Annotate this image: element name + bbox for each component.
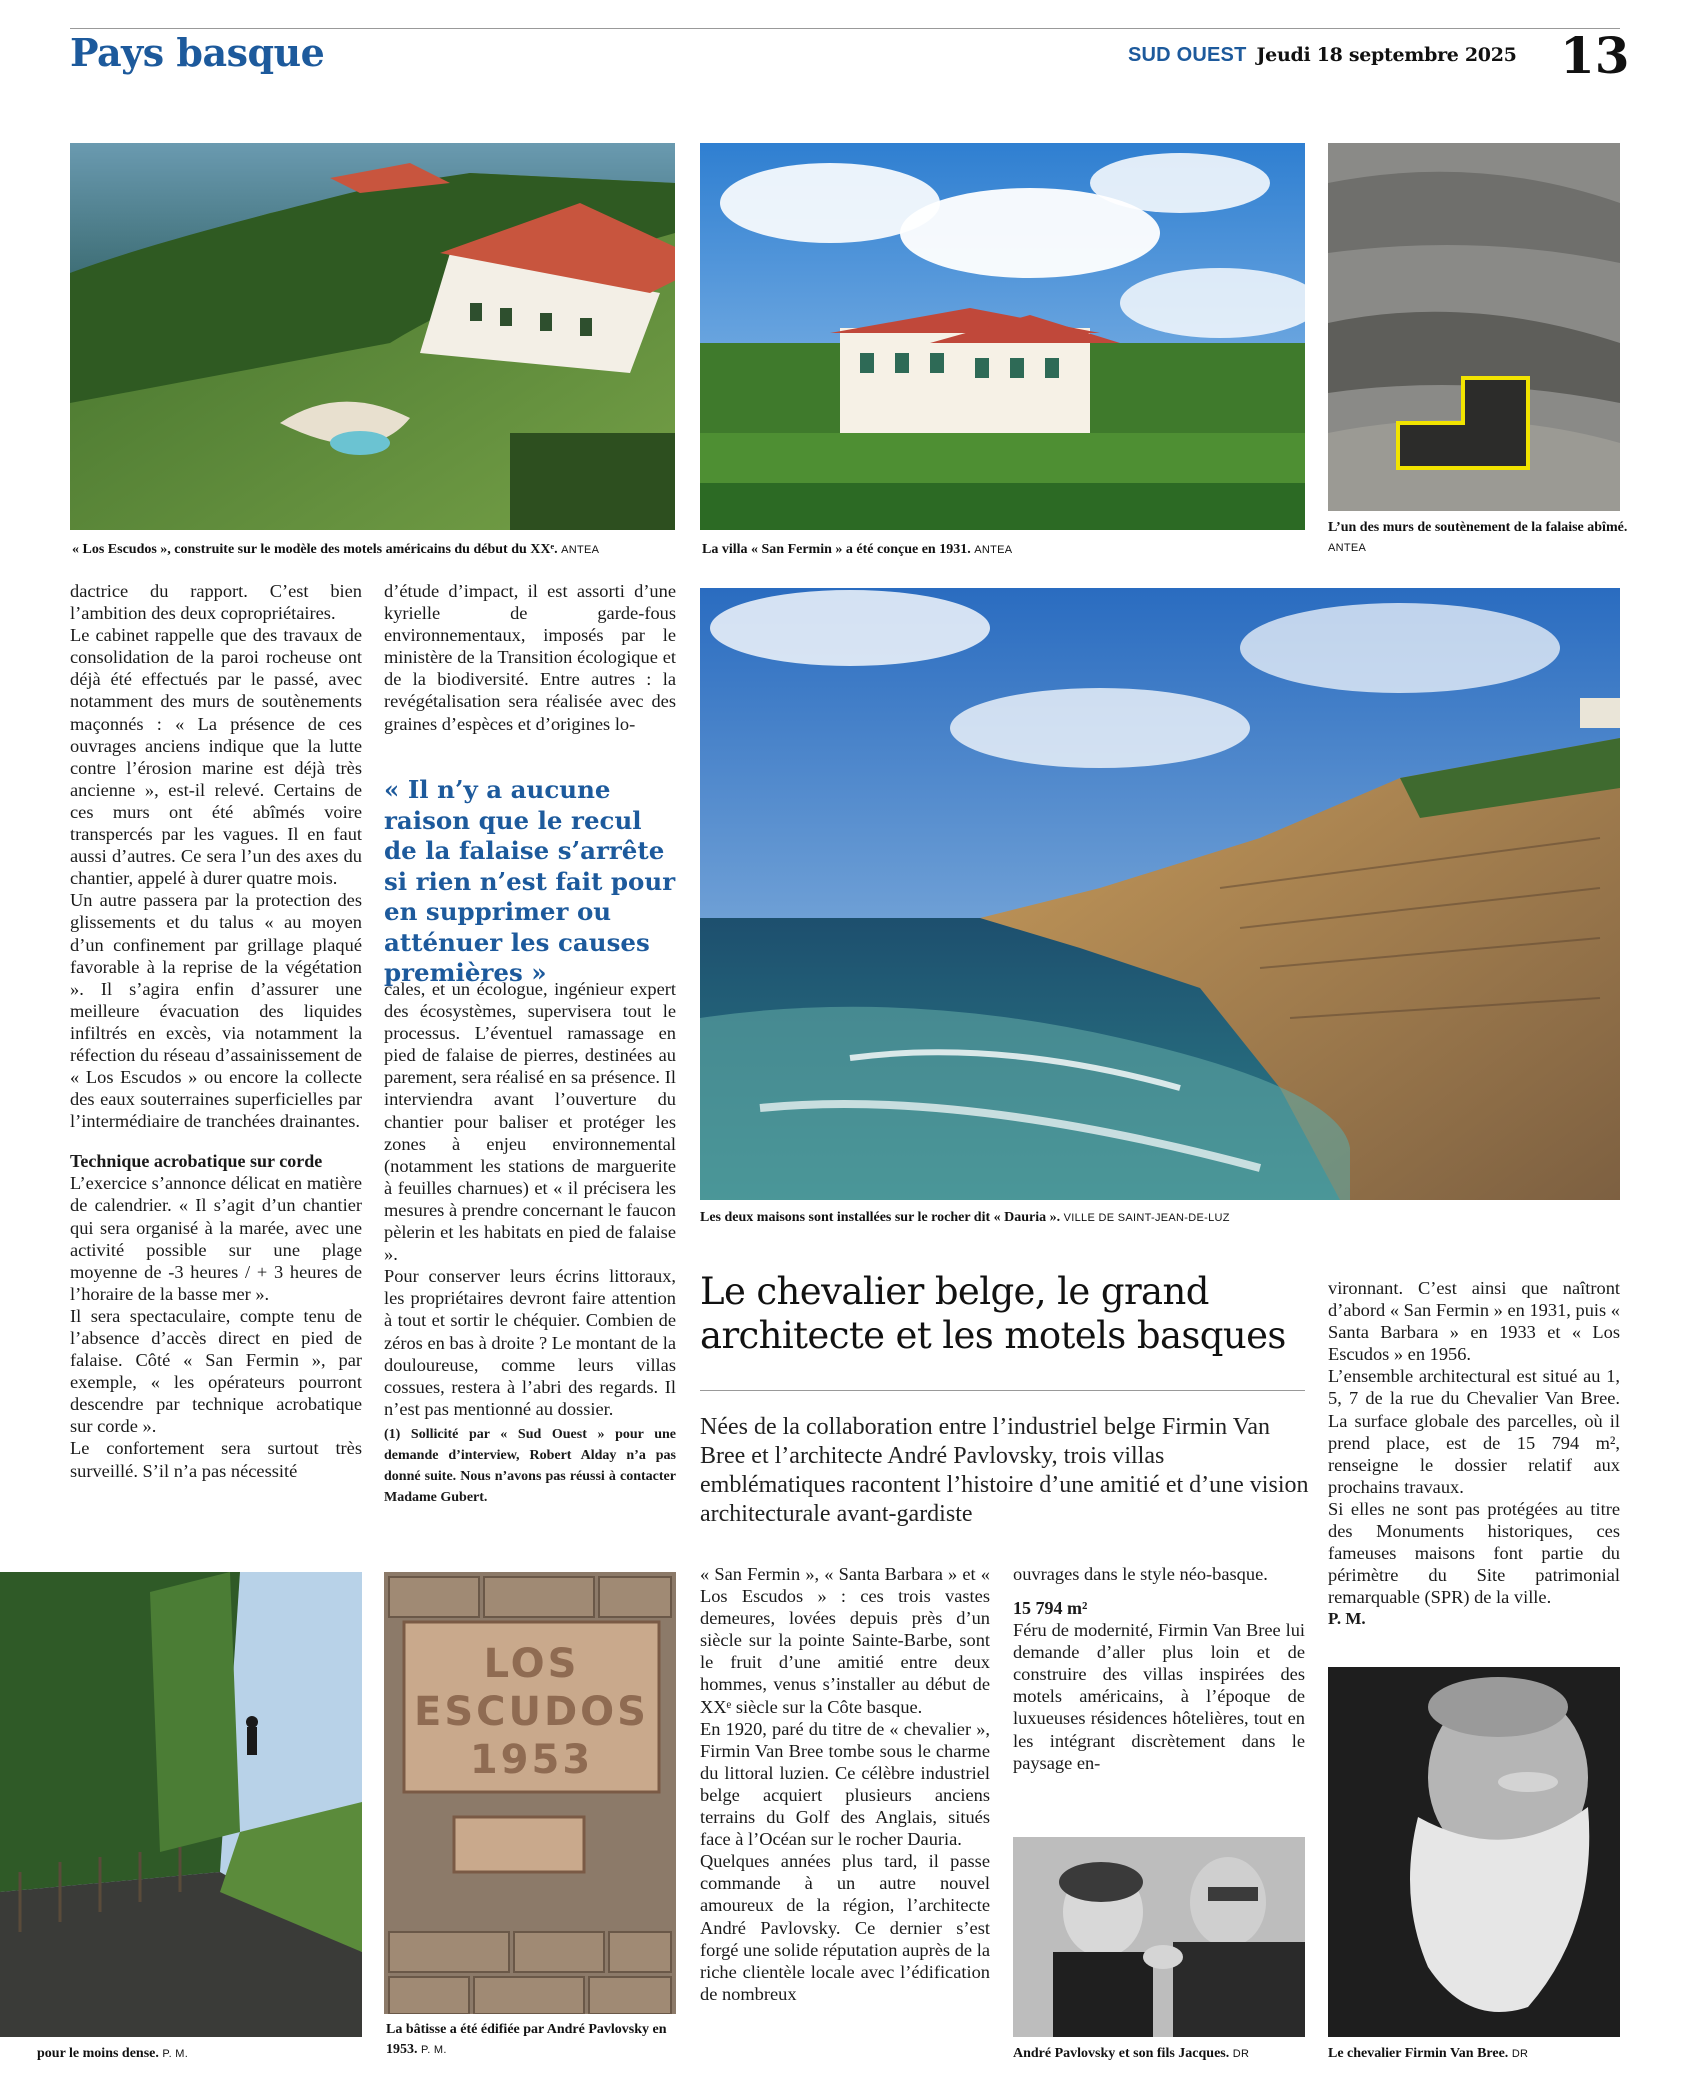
caption-van-bree bbox=[1328, 2045, 1628, 2063]
article2-colC-para-1: vironnant. C’est ainsi que naîtront d’abord « San Fermin » en 1931, puis « Santa Barbara » en 1933 et « Los Escudos » en 1956. bbox=[1328, 1278, 1620, 1365]
photo-los-escudos bbox=[70, 143, 675, 530]
article1-col1-para-2: Le cabinet rappelle que des travaux de consolidation de la paroi rocheuse ont déjà été effectués par le passé, avec notamment des murs de soutènements maçonnés : « La présence de ces ouvrages anciens indique que la lutte contre l’érosion marine est déjà très ancienne », est-il relevé. Certains de ces murs ont été abîmés voire transpercés par les vagues. Il en faut aussi d’autres. Ce sera l’un des axes du chantier, appelé à durer quatre mois. bbox=[70, 625, 362, 889]
article1-subhead: Technique acrobatique sur corde bbox=[70, 1151, 323, 1172]
article1-col1-para-3: Un autre passera par la protection des glissements et du talus « au moyen d’un confinement par grillage plaqué favorable à la reprise de la végétation ». Il s’agira enfin d’assurer une meilleure évacuation des liquides infiltrés en excès, via notamment la réfection du réseau d’assainissement de « Los Escudos » ou encore la collecte des eaux souterraines superficielles par l’intermédiaire de tranchées drainantes. bbox=[70, 890, 362, 1132]
article2-colC-para-2: L’ensemble architectural est situé au 1, 5, 7 de la rue du Chevalier Van Bree. La surface globale des parcelles, où il prend place, est de 15 794 m², renseigne le dossier relatif aux prochains travaux. bbox=[1328, 1366, 1620, 1497]
caption-wall-credit: ANTEA bbox=[1328, 542, 1367, 554]
article1-col2a-para-1: d’étude d’impact, il est assorti d’une kyrielle de garde-fous environnementaux, imposés par le ministère de la Transition écologique et de la biodiversité. Entre autres : la revégétalisation sera réalisée avec des graines d’espèces et d’origines lo- bbox=[384, 581, 676, 734]
paper-name: SUD OUEST bbox=[1128, 44, 1247, 66]
article1-column-1 bbox=[70, 580, 362, 1482]
article2-colB2-para-1: Féru de modernité, Firmin Van Bree lui demande d’aller plus loin et de construire des villas inspirées des motels américains, à l’époque de luxueuses résidences hôtelières, tout en les intégrant discrètement dans le paysage en- bbox=[1013, 1620, 1305, 1773]
article1-column-2a bbox=[384, 580, 676, 735]
article2-colA-para-3: Quelques années plus tard, il passe commande à un autre nouvel amoureux de la région, l’architecte André Pavlovsky. Ce dernier s’est forgé une solide réputation auprès de la riche clientèle locale avec l’édification de nombreux bbox=[700, 1851, 990, 2004]
article2-standfirst: Nées de la collaboration entre l’industriel belge Firmin Van Bree et l’architecte André Pavlovsky, trois villas emblématiques racontent l’histoire d’une amitié et d’une vision architecturale avant-gardiste bbox=[700, 1414, 1309, 1527]
article2-headline: Le chevalier belge, le grand architecte et les motels basques bbox=[700, 1270, 1286, 1357]
caption-footpath-credit: P. M. bbox=[162, 2048, 189, 2060]
photo-san-fermin bbox=[700, 143, 1305, 530]
photo-cliff-dauria bbox=[700, 588, 1620, 1200]
article1-col1b-para-2: Il sera spectaculaire, compte tenu de l’absence d’accès direct en pied de falaise. Côté « San Fermin », par exemple, « les opérateurs pourront descendre par technique acrobatique sur corde ». bbox=[70, 1305, 362, 1437]
article1-col1-para-1: dactrice du rapport. C’est bien l’ambition des deux copropriétaires. bbox=[70, 581, 362, 624]
caption-san-fermin-text: La villa « San Fermin » a été conçue en 1931. bbox=[702, 542, 971, 557]
caption-stone-text: La bâtisse a été édifiée par André Pavlovsky en 1953. bbox=[386, 2022, 667, 2057]
header-top-rule bbox=[70, 28, 1620, 29]
caption-stone bbox=[386, 2020, 678, 2060]
stone-carved-text: LOS ESCUDOS 1953 bbox=[414, 1641, 649, 1783]
caption-los-escudos-credit: ANTEA bbox=[561, 544, 600, 556]
header-info bbox=[1128, 44, 1517, 67]
photo-retaining-wall bbox=[1328, 143, 1620, 511]
section-title: Pays basque bbox=[70, 30, 325, 75]
caption-wall-text: L’un des murs de soutènement de la falaise abîmé. bbox=[1328, 520, 1628, 535]
article2-colA-para-1: « San Fermin », « Santa Barbara » et « Los Escudos » : ces trois vastes demeures, lovées depuis près d’un siècle sur la pointe Sainte-Barbe, sont le fruit d’une amitié entre deux hommes, venus s’installer au début de XXᵉ siècle sur la Côte basque. bbox=[700, 1564, 990, 1717]
caption-cliff bbox=[700, 1209, 1620, 1227]
photo-pavlovsky-son bbox=[1013, 1837, 1305, 2037]
caption-pavlovsky-credit: DR bbox=[1232, 2048, 1250, 2060]
article1-col2b-para-2: Pour conserver leurs écrins littoraux, les propriétaires devront faire attention à tout et sortir le chéquier. Combien de zéros en bas à droite ? Le montant de la douloureuse, comme leurs villas cossues, restera à l’abri des regards. Il n’est pas mentionné au dossier. bbox=[384, 1266, 676, 1419]
caption-van-bree-text: Le chevalier Firmin Van Bree. bbox=[1328, 2046, 1509, 2061]
caption-cliff-text: Les deux maisons sont installées sur le rocher dit « Dauria ». bbox=[700, 1210, 1061, 1225]
article1-column-2b bbox=[384, 978, 676, 1508]
pull-quote: « Il n’y a aucune raison que le recul de la falaise s’arrête si rien n’est fait pour en supprimer ou atténuer les causes premières » bbox=[384, 775, 676, 987]
article2-column-c bbox=[1328, 1277, 1620, 1631]
caption-pavlovsky bbox=[1013, 2045, 1313, 2063]
article2-colB-para-1: ouvrages dans le style néo-basque. bbox=[1013, 1564, 1268, 1584]
article1-footnote: (1) Sollicité par « Sud Ouest » pour une demande d’interview, Robert Alday n’a pas donné suite. Nous n’avons pas réussi à contacter Madame Gubert. bbox=[384, 1426, 676, 1505]
article1-col1b-para-1: L’exercice s’annonce délicat en matière de calendrier. « Il s’agit d’un chantier qui sera organisé à la marée, avec une activité possible sur une plage moyenne de -3 heures / + 3 heures de l’horaire de la basse mer ». bbox=[70, 1173, 362, 1304]
caption-san-fermin-credit: ANTEA bbox=[974, 544, 1013, 556]
page-number: 13 bbox=[1560, 26, 1630, 85]
article1-col1b-para-3: Le confortement sera surtout très surveillé. S’il n’a pas nécessité bbox=[70, 1438, 362, 1481]
caption-footpath bbox=[37, 2045, 357, 2063]
article2-colC-para-3: Si elles ne sont pas protégées au titre des Monuments historiques, ces fameuses maisons font partie du périmètre du Site patrimonial remarquable (SPR) de la ville. bbox=[1328, 1498, 1620, 1608]
caption-van-bree-credit: DR bbox=[1511, 2048, 1529, 2060]
caption-stone-credit: P. M. bbox=[421, 2044, 447, 2056]
article2-signature: P. M. bbox=[1328, 1609, 1366, 1629]
article2-colB-subhead: 15 794 m² bbox=[1013, 1598, 1088, 1619]
caption-footpath-text: pour le moins dense. bbox=[37, 2046, 159, 2061]
issue-date: Jeudi 18 septembre 2025 bbox=[1256, 44, 1517, 66]
article2-column-b bbox=[1013, 1563, 1305, 1774]
article1-col2b-para-1: cales, et un écologue, ingénieur expert des écosystèmes, supervisera tout le processus. L’éventuel ramassage en pied de falaise de pierres, destinées au parement, sera réalisé en sa présence. Il interviendra avant l’ouverture du chantier pour baliser et protéger les zones à enjeu environnemental (notamment les stations de marguerite à feuilles charnues) et « il précisera les mesures à prendre concernant le faucon pèlerin et les habitats en pied de falaise ». bbox=[384, 979, 676, 1265]
article2-colA-para-2: En 1920, paré du titre de « chevalier », Firmin Van Bree tombe sous le charme du littoral luzien. Ce célèbre industriel belge acquiert plusieurs anciens terrains du Golf des Anglais, situés face à l’Océan sur le rocher Dauria. bbox=[700, 1718, 990, 1850]
photo-stone-sign bbox=[384, 1572, 676, 2014]
caption-cliff-credit: VILLE DE SAINT-JEAN-DE-LUZ bbox=[1063, 1212, 1230, 1224]
headline-rule bbox=[700, 1390, 1305, 1391]
photo-footpath bbox=[0, 1572, 362, 2037]
photo-van-bree bbox=[1328, 1667, 1620, 2037]
caption-pavlovsky-text: André Pavlovsky et son fils Jacques. bbox=[1013, 2046, 1230, 2061]
caption-san-fermin bbox=[702, 541, 1302, 559]
caption-los-escudos-text: « Los Escudos », construite sur le modèle des motels américains du début du XXᵉ. bbox=[72, 542, 558, 557]
caption-los-escudos bbox=[72, 541, 682, 559]
caption-wall bbox=[1328, 518, 1628, 558]
article2-column-a bbox=[700, 1563, 990, 2005]
